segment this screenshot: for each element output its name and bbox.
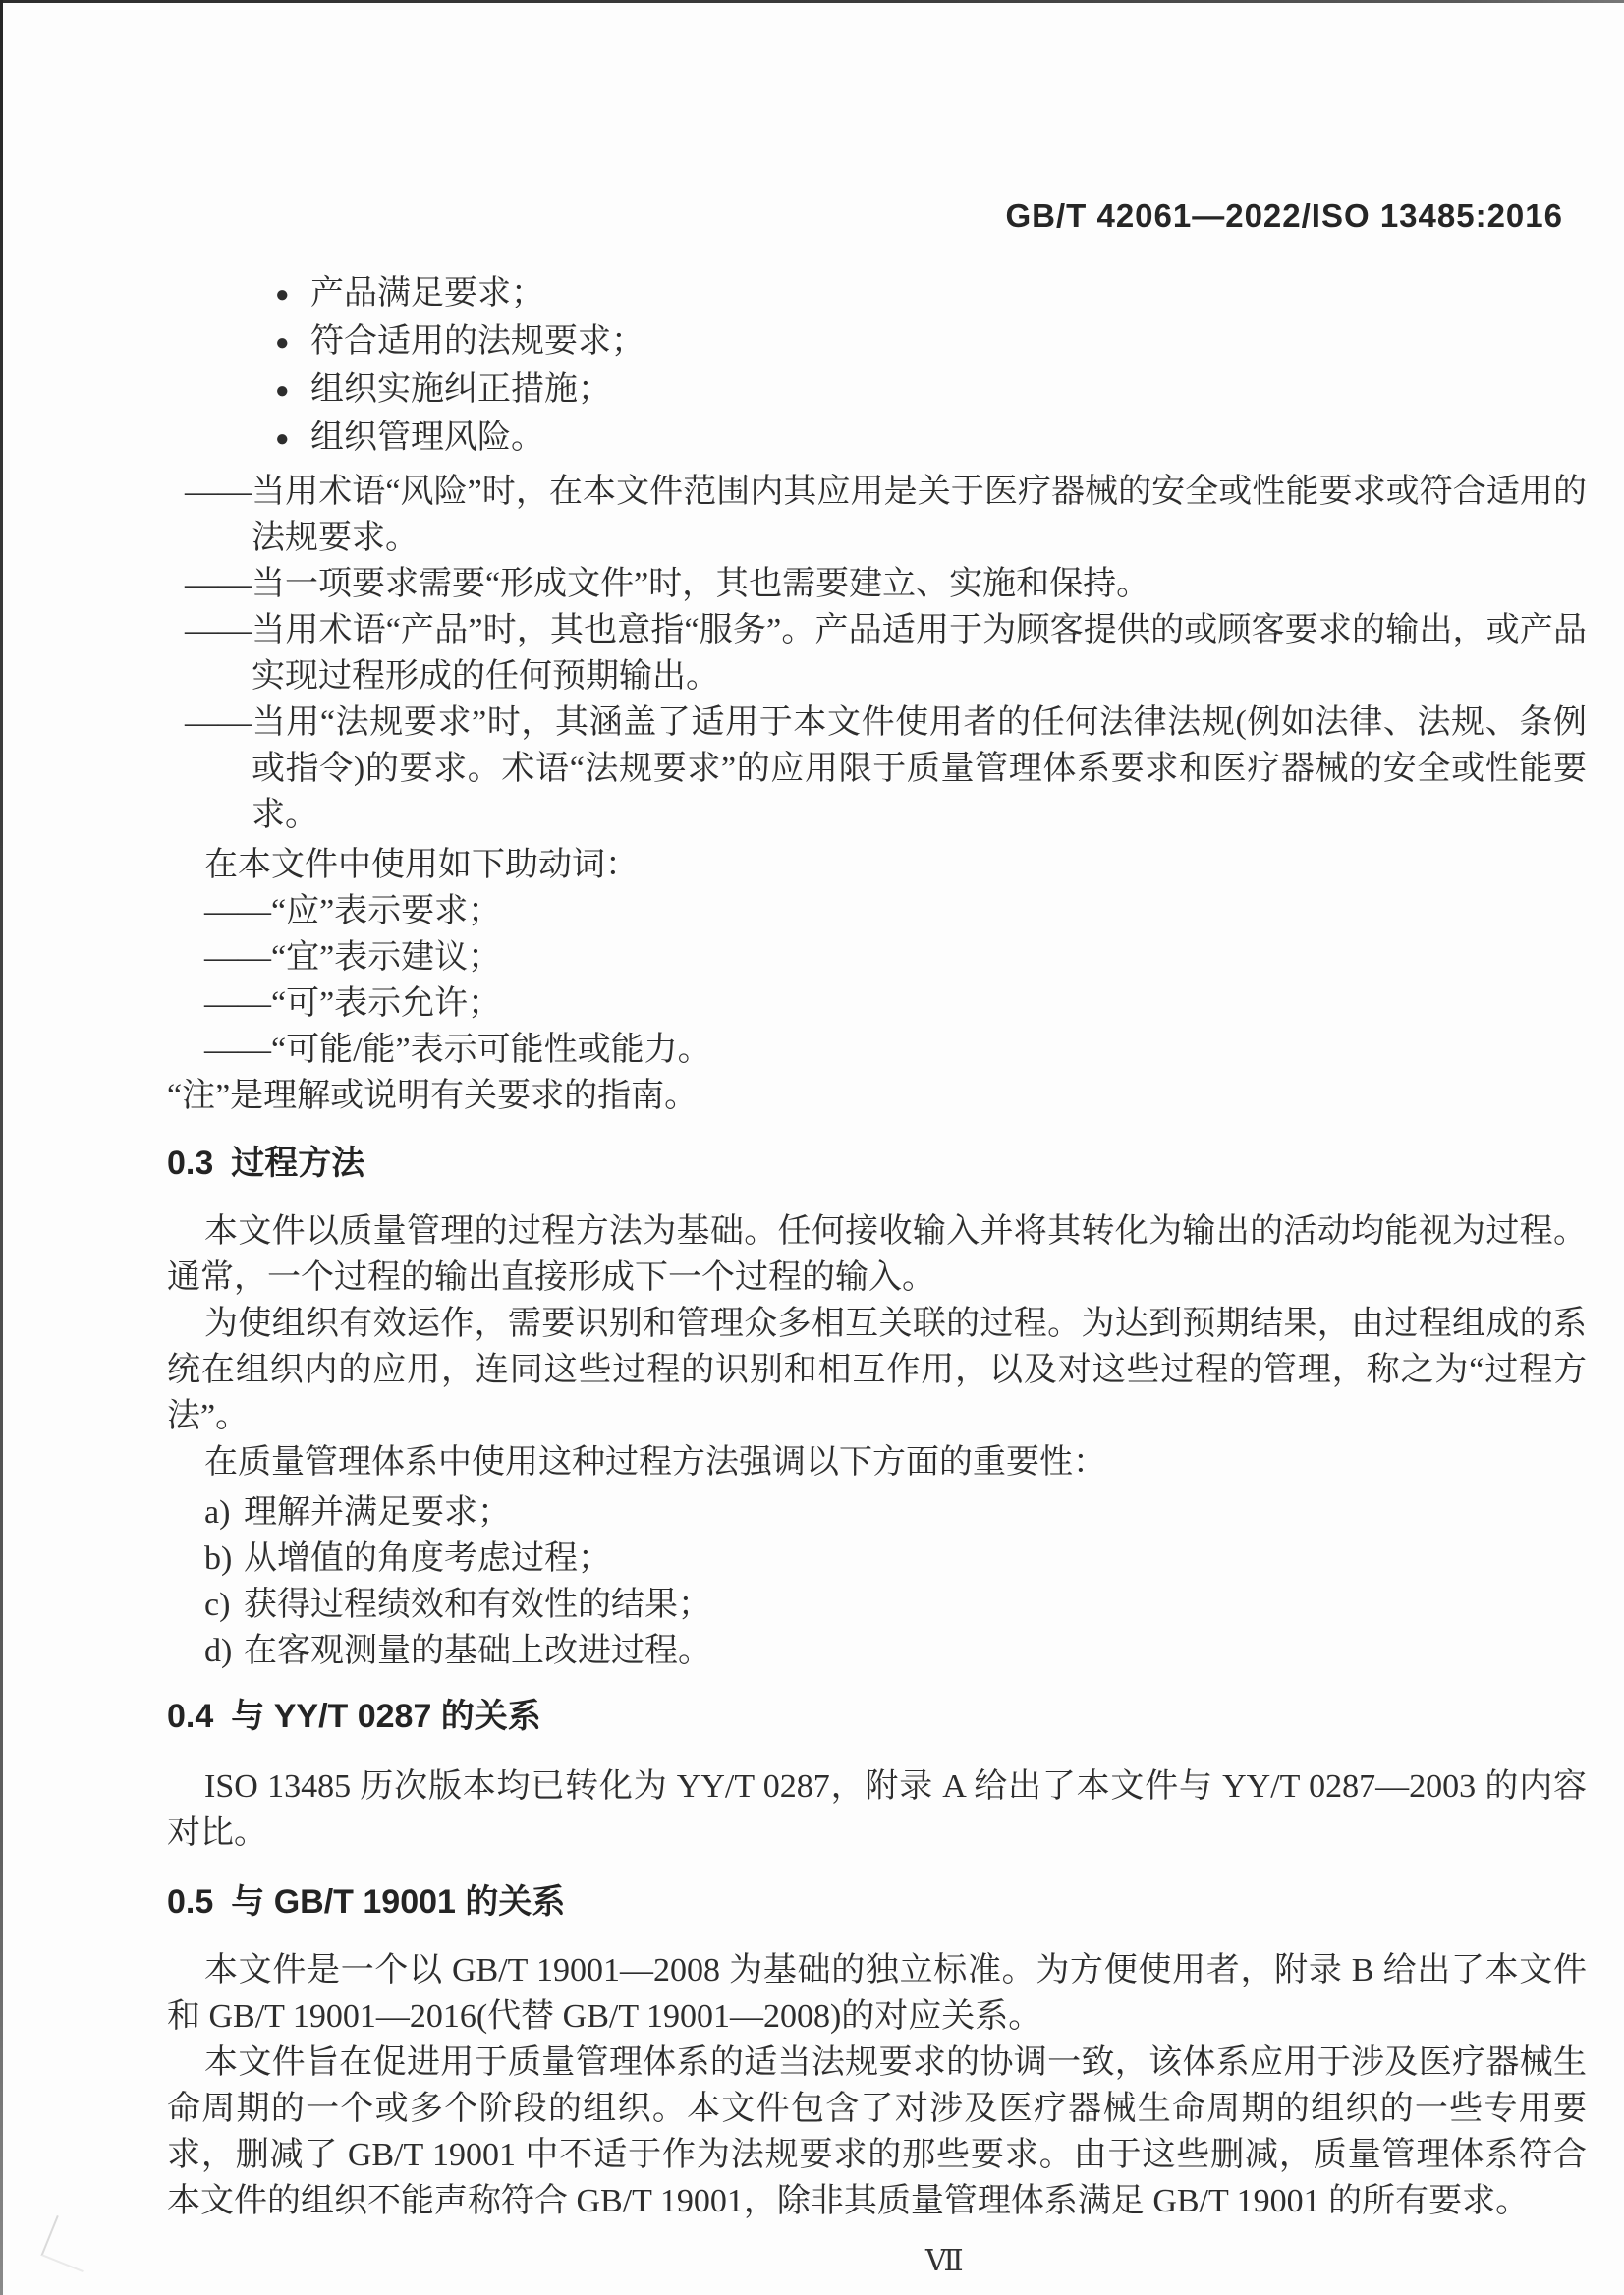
section-paragraph: 在质量管理体系中使用这种过程方法强调以下方面的重要性：: [204, 1444, 1106, 1481]
section-paragraph: 本文件以质量管理的过程方法为基础。任何接收输入并将其转化为输出的活动均能视为过程。通常，一个过程的输出直接形成下一个过程的输入。: [167, 1213, 1587, 1296]
section-title: 过程方法: [231, 1145, 365, 1182]
verb-definition-item: [204, 888, 1587, 934]
verb-definition-item: [204, 980, 1587, 1027]
note-guidance-line: “注”是理解或说明有关要求的指南。: [167, 1078, 699, 1114]
lettered-list-item: [204, 1582, 1587, 1628]
dash-prefix: ——: [185, 474, 252, 510]
dash-prefix: ——: [204, 939, 271, 976]
scan-edge-left-artifact: [0, 0, 3, 2295]
dash-note-item: [167, 469, 1587, 561]
verb-definition-text: “应”表示要求；: [271, 893, 502, 929]
section-paragraph: 本文件是一个以 GB/T 19001—2008 为基础的独立标准。为方便使用者，附录 B 给出了本文件和 GB/T 19001—2016(代替 GB/T 19001—2008)的对应关系。: [167, 1952, 1587, 2035]
dash-note-text: 当一项要求需要“形成文件”时，其也需要建立、实施和保持。: [252, 566, 1150, 602]
dash-note-text: 当用术语“风险”时，在本文件范围内其应用是关于医疗器械的安全或性能要求或符合适用的法规要求。: [252, 474, 1587, 556]
list-item-label: c): [204, 1587, 231, 1623]
section-number: 0.3: [167, 1145, 214, 1182]
bullet-list-item: [275, 270, 1587, 318]
bullet-dot-icon: ●: [275, 378, 290, 404]
bullet-item-text: 组织实施纠正措施；: [310, 371, 611, 408]
section-heading-0-4: [167, 1694, 1587, 1740]
dash-note-item: [167, 561, 1587, 607]
verb-definition-item: [204, 1027, 1587, 1073]
list-item-label: b): [204, 1540, 233, 1577]
verb-definition-item: [204, 934, 1587, 980]
dash-prefix: ——: [204, 985, 271, 1022]
dash-note-item: [167, 700, 1587, 838]
list-item-label: d): [204, 1633, 233, 1669]
scan-edge-top-artifact: [0, 0, 1624, 3]
dash-prefix: ——: [185, 704, 252, 741]
dash-prefix: ——: [185, 612, 252, 648]
section-title: 与 GB/T 19001 的关系: [231, 1883, 566, 1921]
dash-note-text: 当用术语“产品”时，其也意指“服务”。产品适用于为顾客提供的或顾客要求的输出，或产品实现过程形成的任何预期输出。: [252, 612, 1587, 695]
section-heading-0-5: [167, 1879, 1587, 1926]
list-item-text: 在客观测量的基础上改进过程。: [244, 1633, 711, 1669]
section-paragraph: ISO 13485 历次版本均已转化为 YY/T 0287，附录 A 给出了本文件与 YY/T 0287—2003 的内容对比。: [167, 1768, 1587, 1851]
section-number: 0.5: [167, 1883, 214, 1921]
section-number: 0.4: [167, 1698, 214, 1735]
list-item-text: 从增值的角度考虑过程；: [244, 1540, 611, 1577]
scan-corner-artifact: [40, 2215, 98, 2272]
page-number: Ⅶ: [925, 2245, 964, 2277]
lettered-list-item: [204, 1536, 1587, 1582]
bullet-list: [167, 270, 1587, 463]
verb-definition-text: “宜”表示建议；: [271, 939, 502, 976]
verb-definition-text: “可能/能”表示可能性或能力。: [271, 1032, 711, 1068]
bullet-dot-icon: ●: [275, 426, 290, 452]
bullet-item-text: 组织管理风险。: [310, 420, 544, 456]
bullet-dot-icon: ●: [275, 330, 290, 356]
verb-definition-text: “可”表示允许；: [271, 985, 502, 1022]
lettered-list-item: [204, 1628, 1587, 1674]
dash-prefix: ——: [185, 566, 252, 602]
bullet-list-item: [275, 415, 1587, 463]
verb-definition-list: [167, 888, 1587, 1073]
dash-note-list: [167, 469, 1587, 838]
bullet-dot-icon: ●: [275, 282, 290, 308]
section-title: 与 YY/T 0287 的关系: [231, 1698, 541, 1735]
list-item-text: 理解并满足要求；: [244, 1494, 511, 1531]
section-heading-0-3: [167, 1141, 1587, 1187]
verb-intro-line: 在本文件中使用如下助动词：: [204, 847, 639, 883]
dash-note-item: [167, 607, 1587, 700]
section-paragraph: 为使组织有效运作，需要识别和管理众多相互关联的过程。为达到预期结果，由过程组成的系统在组织内的应用，连同这些过程的识别和相互作用，以及对这些过程的管理，称之为“过程方法”。: [167, 1306, 1587, 1434]
bullet-list-item: [275, 366, 1587, 415]
bullet-list-item: [275, 318, 1587, 366]
section-paragraph: 本文件旨在促进用于质量管理体系的适当法规要求的协调一致，该体系应用于涉及医疗器械生命周期的一个或多个阶段的组织。本文件包含了对涉及医疗器械生命周期的组织的一些专用要求，删减了 GB/T 19001 中不适于作为法规要求的那些要求。由于这些删减，质量管理体系符合本文件的组织不能声称符合 GB/T 19001，除非其质量管理体系满足 GB/T 19001 的所有要求。: [167, 2044, 1587, 2219]
dash-prefix: ——: [204, 893, 271, 929]
list-item-label: a): [204, 1494, 231, 1531]
bullet-item-text: 符合适用的法规要求；: [310, 323, 644, 360]
dash-prefix: ——: [204, 1032, 271, 1068]
lettered-list-item: [204, 1489, 1587, 1536]
dash-note-text: 当用“法规要求”时，其涵盖了适用于本文件使用者的任何法律法规(例如法律、法规、条例或指令)的要求。术语“法规要求”的应用限于质量管理体系要求和医疗器械的安全或性能要求。: [252, 704, 1587, 833]
bullet-item-text: 产品满足要求；: [310, 275, 544, 311]
standard-number-header: GB/T 42061—2022/ISO 13485:2016: [1005, 197, 1563, 234]
lettered-list: [167, 1489, 1587, 1674]
list-item-text: 获得过程绩效和有效性的结果；: [244, 1587, 711, 1623]
